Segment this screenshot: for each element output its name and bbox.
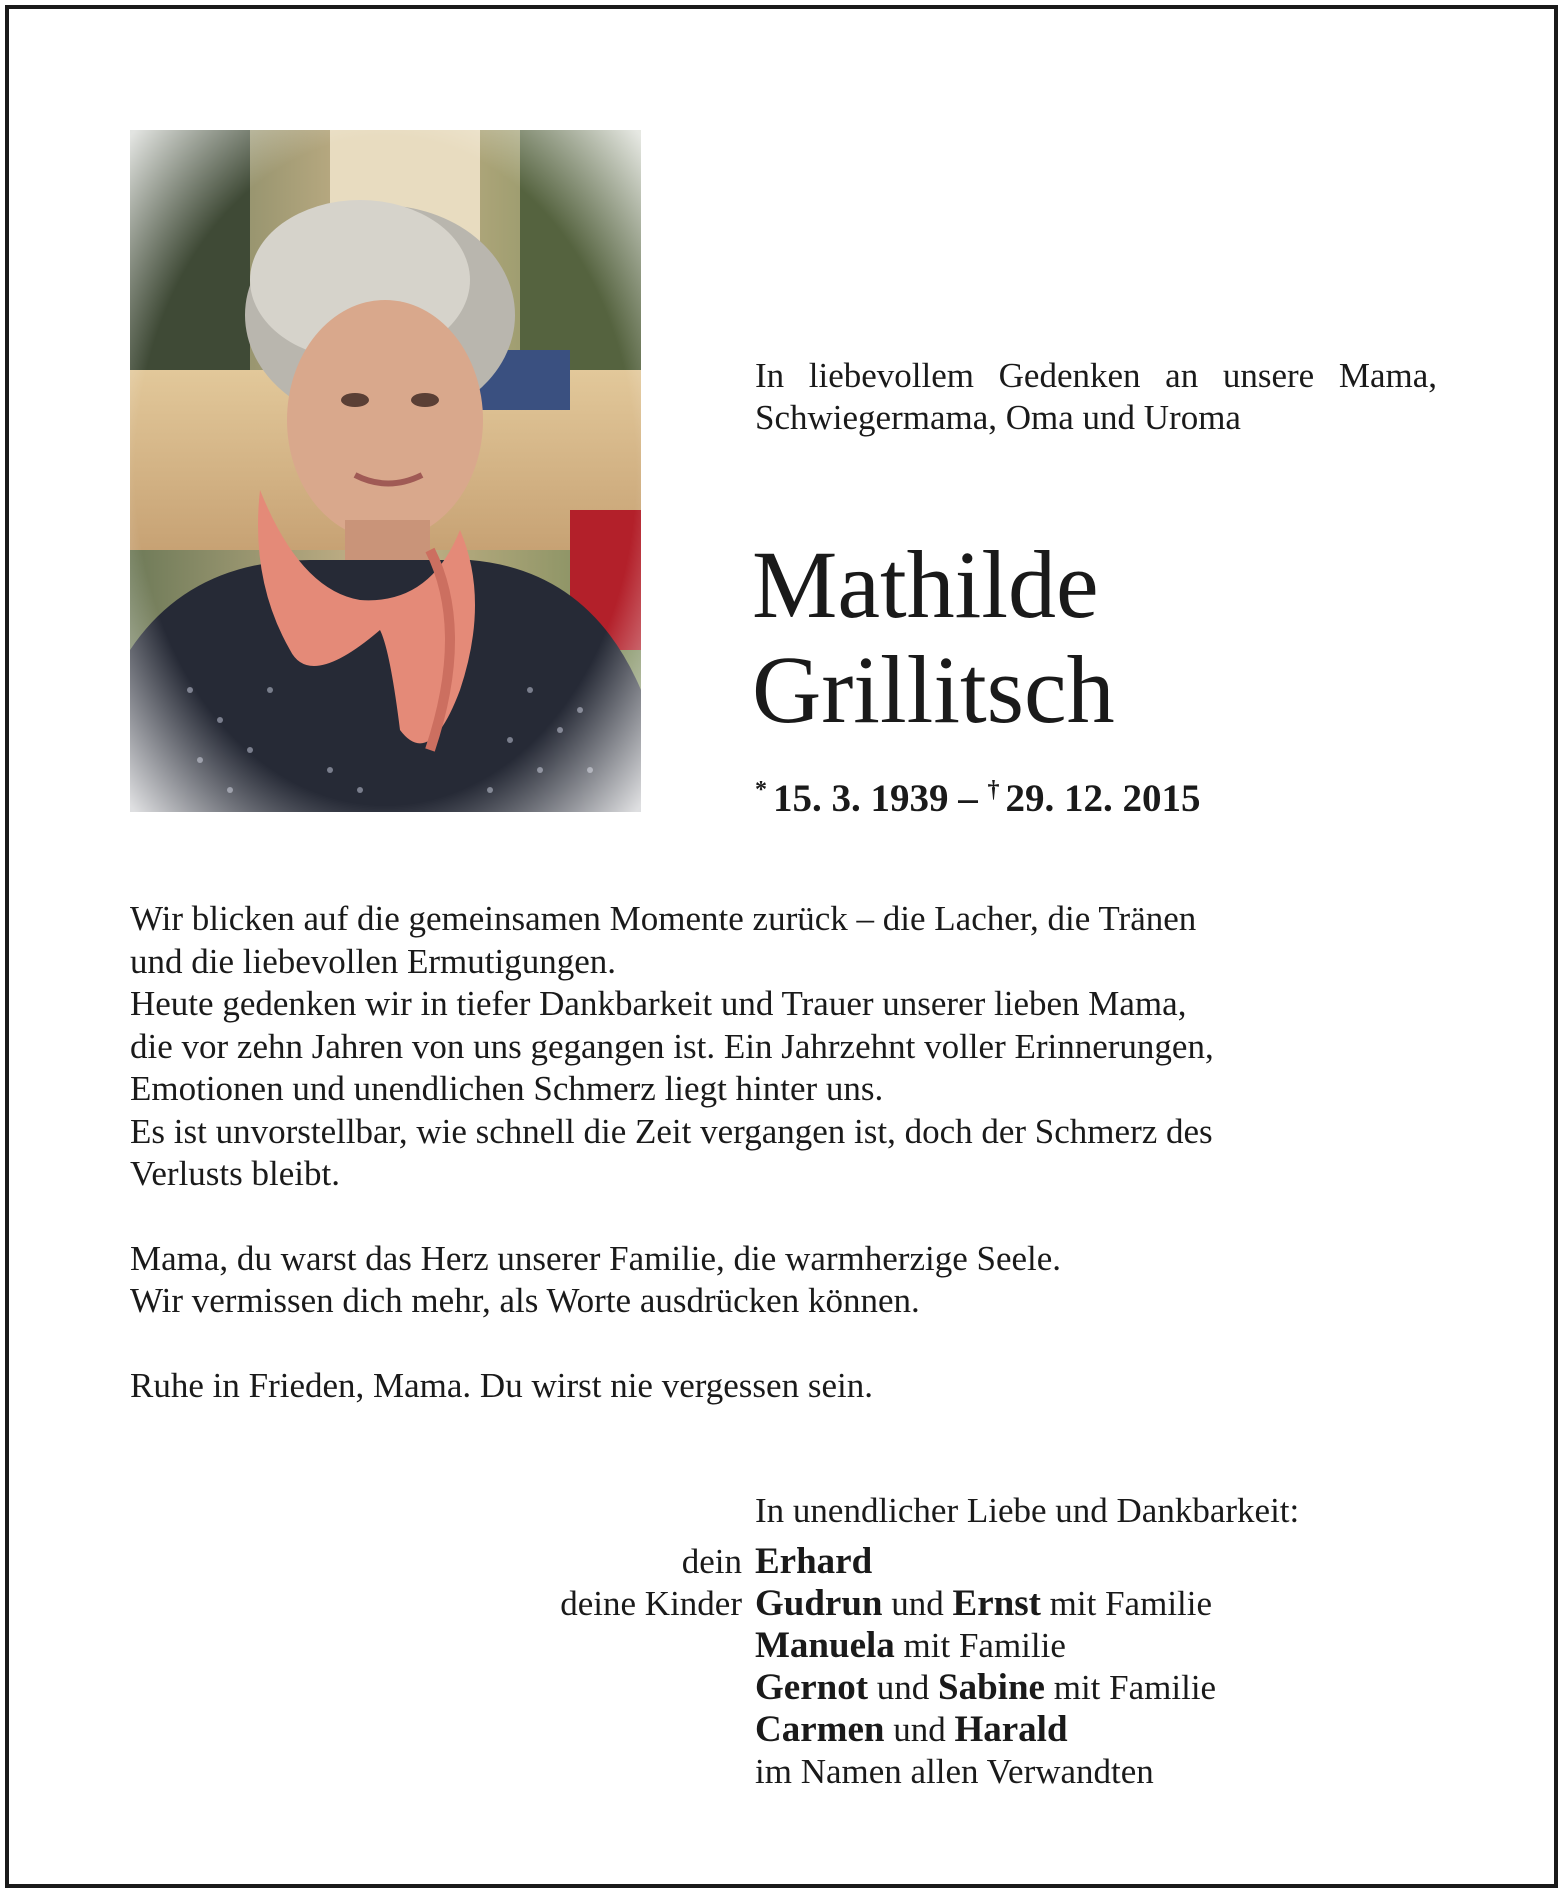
body-line: Ruhe in Frieden, Mama. Du wirst nie vergessen sein. — [130, 1365, 873, 1405]
body-line: die vor zehn Jahren von uns gegangen ist. Ein Jahrzehnt voller Erinnerungen, — [130, 1026, 1214, 1066]
deceased-name — [752, 532, 1452, 742]
signature-names — [755, 1583, 1212, 1625]
signature-row — [470, 1541, 1470, 1583]
body-paragraph-2 — [130, 1238, 1460, 1323]
body-line: Wir vermissen dich mehr, als Worte ausdrücken können. — [130, 1281, 920, 1320]
signer-name: Manuela — [755, 1625, 895, 1666]
body-line: Heute gedenken wir in tiefer Dankbarkeit und Trauer unserer lieben Mama, — [130, 984, 1187, 1023]
suffix: mit Familie — [1040, 1584, 1213, 1623]
date-separator: – — [958, 777, 978, 820]
suffix: mit Familie — [1044, 1668, 1217, 1707]
portrait-photo — [130, 130, 641, 812]
relation-label-empty — [470, 1751, 755, 1793]
body-paragraph-1 — [130, 898, 1460, 1196]
death-date: 29. 12. 2015 — [1005, 777, 1201, 820]
birth-date: 15. 3. 1939 — [773, 777, 949, 820]
signature-row — [470, 1583, 1470, 1625]
relation-label-empty — [470, 1625, 755, 1667]
body-line: und die liebevollen Ermutigungen. — [130, 941, 617, 981]
body-text — [130, 898, 1460, 1407]
signature-names — [755, 1541, 872, 1583]
suffix: mit Familie — [894, 1626, 1066, 1665]
conjunction: und — [884, 1710, 955, 1749]
life-dates — [755, 776, 1201, 821]
signer-name: Erhard — [755, 1541, 873, 1582]
relation-label-empty — [470, 1667, 755, 1709]
birth-symbol: * — [755, 777, 767, 803]
body-paragraph-3 — [130, 1365, 1460, 1408]
relation-label-empty — [470, 1709, 755, 1751]
signature-row — [470, 1751, 1470, 1793]
body-line: Emotionen und unendlichen Schmerz liegt hinter uns. — [130, 1069, 884, 1108]
signature-row — [470, 1667, 1470, 1709]
signer-name: Gernot — [755, 1667, 869, 1708]
signer-name: Gudrun — [755, 1583, 883, 1624]
signature-names — [755, 1625, 1066, 1667]
conjunction: und — [882, 1584, 953, 1623]
signer-name: Ernst — [952, 1583, 1041, 1624]
closing-line: In unendlicher Liebe und Dankbarkeit: — [755, 1491, 1300, 1530]
signer-name: Sabine — [938, 1667, 1045, 1708]
signature-names — [755, 1667, 1216, 1709]
signer-name: Harald — [954, 1709, 1068, 1750]
relation-label: dein — [681, 1542, 742, 1581]
signature-row — [470, 1625, 1470, 1667]
signature-names — [755, 1709, 1068, 1751]
body-line: Es ist unvorstellbar, wie schnell die Zeit vergangen ist, doch der Schmerz des — [130, 1111, 1213, 1151]
relatives-line: im Namen allen Verwandten — [755, 1752, 1154, 1791]
intro-text: In liebevollem Gedenken an unsere Mama, Schwiegermama, Oma und Uroma — [755, 356, 1437, 437]
death-symbol: † — [987, 777, 1000, 803]
signature-names — [755, 1751, 1154, 1793]
body-line: Mama, du warst das Herz unserer Familie, die warmherzige Seele. — [130, 1238, 1062, 1278]
signature-row — [470, 1709, 1470, 1751]
body-line: Verlusts bleibt. — [130, 1154, 340, 1193]
last-name: Grillitsch — [752, 636, 1115, 743]
signer-name: Carmen — [755, 1709, 885, 1750]
signature-block — [470, 1541, 1470, 1793]
conjunction: und — [868, 1668, 939, 1707]
relation-label: deine Kinder — [560, 1584, 742, 1623]
first-name: Mathilde — [752, 531, 1099, 638]
body-line: Wir blicken auf die gemeinsamen Momente zurück – die Lacher, die Tränen — [130, 899, 1197, 938]
